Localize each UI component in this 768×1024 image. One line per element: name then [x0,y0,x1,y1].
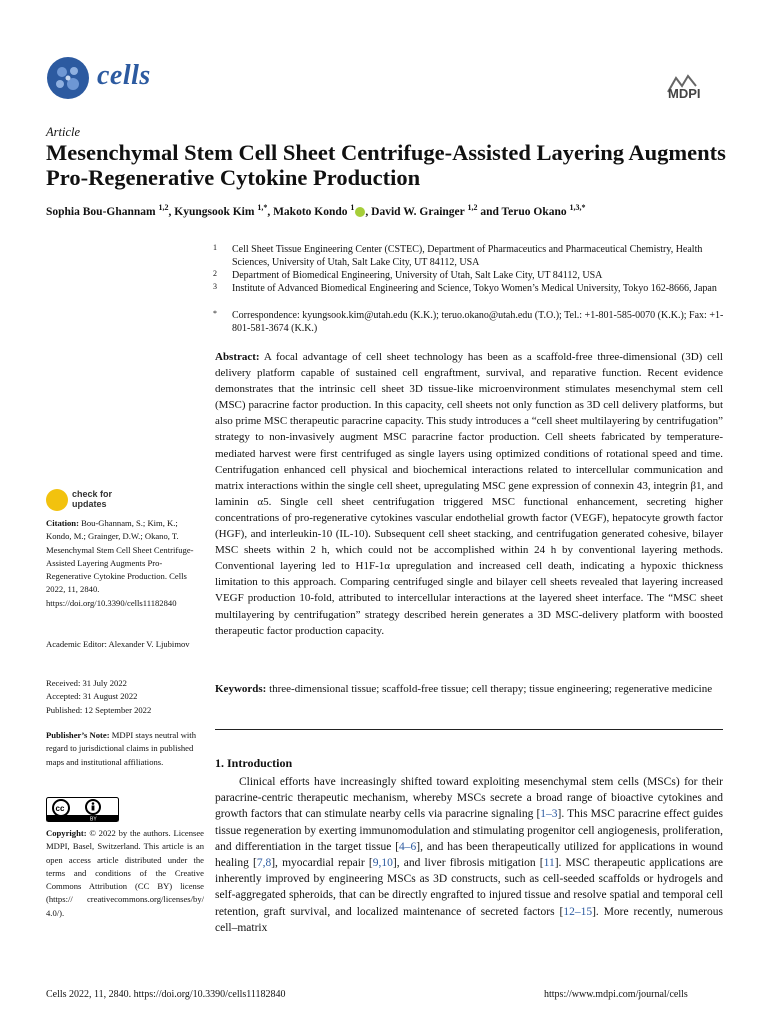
affiliation-text: Department of Biomedical Engineering, University of Utah, Salt Lake City, UT 84112, USA [232,270,603,281]
citation-link[interactable]: 12–15 [563,905,593,918]
check-updates-icon [46,489,68,511]
author-affiliation-marker: 1,2 [467,203,478,212]
journal-name: cells [97,60,151,91]
keywords [215,681,723,697]
copyright-block [46,827,204,920]
publisher-name: MDPI [668,86,701,100]
citation-label: Citation: [46,518,79,528]
affiliation-text: Institute of Advanced Biomedical Engineering and Science, Tokyo Women’s Medical University, Tokyo 162-8666, Japan [232,283,717,294]
author-separator: , [168,205,175,218]
footer-journal-url[interactable]: https://www.mdpi.com/journal/cells [544,989,688,1000]
check-updates-line-2: updates [72,498,107,509]
check-updates-line-1: check for [72,489,113,499]
citation-link[interactable]: 7,8 [256,857,272,870]
keywords-label: Keywords: [215,683,267,695]
author-separator: , [365,205,372,218]
affiliation-text: Cell Sheet Tissue Engineering Center (CSTEC), Department of Pharmaceutics and Pharmaceutical Chemistry, Health Sciences, University of Utah, Salt Lake City, UT 84112, USA [232,244,703,268]
citation-link[interactable]: 9,10 [372,857,393,870]
publishers-note-text: MDPI stays neutral with regard to jurisdictional claims in published maps and institutional affiliations. [46,730,196,767]
citation-text: Bou-Ghannam, S.; Kim, K.; Kondo, M.; Grainger, D.W.; Okano, T. Mesenchymal Stem Cell Sheet Centrifuge-Assisted Layering Augments Pro-Regenerative Cytokine Production. Cells 2022, 11, 2840. https://doi.org/10.3390/cells11182840 [46,518,194,608]
journal-logo-icon [46,56,90,100]
introduction-text-segment: ]. This MSC paracrine effect guides tissue regeneration by exerting immunomodulation and stimulating progenitor cell angiogenesis, proliferation, and differentiation in the target tissue [ [215,808,723,853]
publisher-logo-icon [664,72,722,100]
check-for-updates-button[interactable] [46,488,176,514]
copyright-text: © 2022 by the authors. Licensee MDPI, Basel, Switzerland. This article is an open access article distributed under the terms and conditions of the Creative Commons Attribution (CC BY) license (https:// creativecommons.org/licenses/by/ 4.0/). [46,828,204,918]
dates-block [46,677,204,717]
introduction-text [215,774,723,936]
introduction-text-segment: Clinical efforts have increasingly shifted toward exploiting mesenchymal stem cells (MSCs) for their paracrine-centric therapeutic mechanism, whereby MSCs secrete a broad range of bioactive cytokines and growth factors that can stimulate nearby cells via paracrine signaling [ [215,776,723,821]
citation-link[interactable]: 4–6 [399,840,417,853]
cc-by-label: BY [90,816,97,822]
introduction-text-segment: ], and has been therapeutically utilized for applications in wound healing [ [215,840,723,870]
introduction-text-segment: ], myocardial repair [ [271,857,373,870]
author-name: Kyungsook Kim [174,205,255,218]
introduction-text-segment: ]. More recently, numerous cell–matrix [215,905,723,934]
author-separator: and [477,205,502,218]
svg-text:cc: cc [55,804,65,813]
author-name: David W. Grainger [371,205,465,218]
accepted-date: Accepted: 31 August 2022 [46,691,138,702]
received-date: Received: 31 July 2022 [46,678,127,688]
copyright-label: Copyright: [46,828,87,838]
citation-link[interactable]: 1–3 [540,808,558,821]
affiliation-marker: * [213,309,217,318]
section-divider [215,729,723,730]
abstract [215,349,723,639]
citation-block [46,517,204,610]
author-name: Makoto Kondo [273,205,348,218]
author-name: Teruo Okano [501,205,567,218]
citation-link[interactable]: 11 [543,857,555,870]
author-name: Sophia Bou-Ghannam [46,205,156,218]
academic-editor: Academic Editor: Alexander V. Ljubimov [46,639,190,649]
introduction-text-segment: ]. MSC therapeutic applications are inherently improved by engineering MSCs as 3D constructs, such as cell-seeded scaffolds or hydrogels and self-aggregated spheroids, that can be directly engrafted to injured tissue and resolve spatial and temporal cell retention, graft survival, and localized maintenance of secreted factors [ [215,857,723,918]
affiliation-marker: 2 [213,269,217,278]
author-affiliation-marker: 1,* [257,203,268,212]
abstract-text: A focal advantage of cell sheet technology has been as a scaffold-free three-dimensional (3D) cell delivery platform capable of sustained cell engraftment, survival, and reparative function. Recent evidence demonstrates that the intrinsic cell sheet 3D tissue-like microenvironment stimulates mesenchymal stem cell (MSC) paracrine factor production. In this capacity, cell sheets not only function as 3D cell delivery platforms, but also prime MSC therapeutic paracrine capacity. This study introduces a “cell sheet multilayering by centrifugation” strategy to non-invasively augment MSC paracrine factor production. Cell sheets fabricated by temperature-mediated harvest were first centrifuged as single layers using optimized conditions of rotational speed and time. Centrifugation enhanced cell physical and biochemical interactions related to intercellular communication and matrix interactions within the single cell sheet, upregulating MSC gene expression of connexin 43, integrin β1, and laminin α5. Single cell sheet centrifugation triggered MSC functional enhancement, secreting higher concentrations of pro-regenerative cytokines vascular endothelial growth factor (VEGF), hepatocyte growth factor (HGF), and interleukin-10 (IL-10). Subsequent cell sheet stacking, and centrifugation generated cohesive, bilayer MSC sheets within 2 h, which could not be accomplished within 24 h by conventional layering methods. Conventional layering led to H1F-1α upregulation and increased cell death, indicating a hypoxic thickness limitation to this approach. Comparing centrifuged single and bilayer cell sheets revealed that layering increased VEGF production 10-fold, attributed to intercellular interactions at the layered sheet interface. The “MSC sheet multilayering by centrifugation” strategy described herein generates a 3D MSC-delivery platform with boosted therapeutic factor production capacity. [215,351,723,637]
author-affiliation-marker: 1,3,* [569,203,586,212]
publishers-note-label: Publisher’s Note: [46,730,110,740]
published-date: Published: 12 September 2022 [46,704,152,715]
article-title: Mesenchymal Stem Cell Sheet Centrifuge-Assisted Layering Augments Pro-Regenerative Cytokine Production [46,140,726,190]
publishers-note [46,729,204,769]
author-affiliation-marker: 1 [350,203,355,212]
section-heading: 1. Introduction [215,756,293,770]
author-separator: , [267,205,274,218]
author-list [46,203,746,218]
footer-citation: Cells 2022, 11, 2840. https://doi.org/10.3390/cells11182840 [46,989,286,1000]
affiliation-marker: 1 [213,243,217,252]
author-affiliation-marker: 1,2 [158,203,169,212]
cc-by-license-icon[interactable] [46,797,119,822]
orcid-icon[interactable] [355,207,365,217]
article-type: Article [46,125,81,139]
keywords-text: three-dimensional tissue; scaffold-free tissue; cell therapy; tissue engineering; regenerative medicine [269,683,713,695]
affiliation-text: Correspondence: kyungsook.kim@utah.edu (K.K.); teruo.okano@utah.edu (T.O.); Tel.: +1-801-585-0070 (K.K.); Fax: +1-801-581-3674 (K.K.) [232,310,724,334]
abstract-label: Abstract: [215,351,260,363]
introduction-text-segment: ], and liver fibrosis mitigation [ [392,857,544,870]
affiliation-marker: 3 [213,282,217,291]
